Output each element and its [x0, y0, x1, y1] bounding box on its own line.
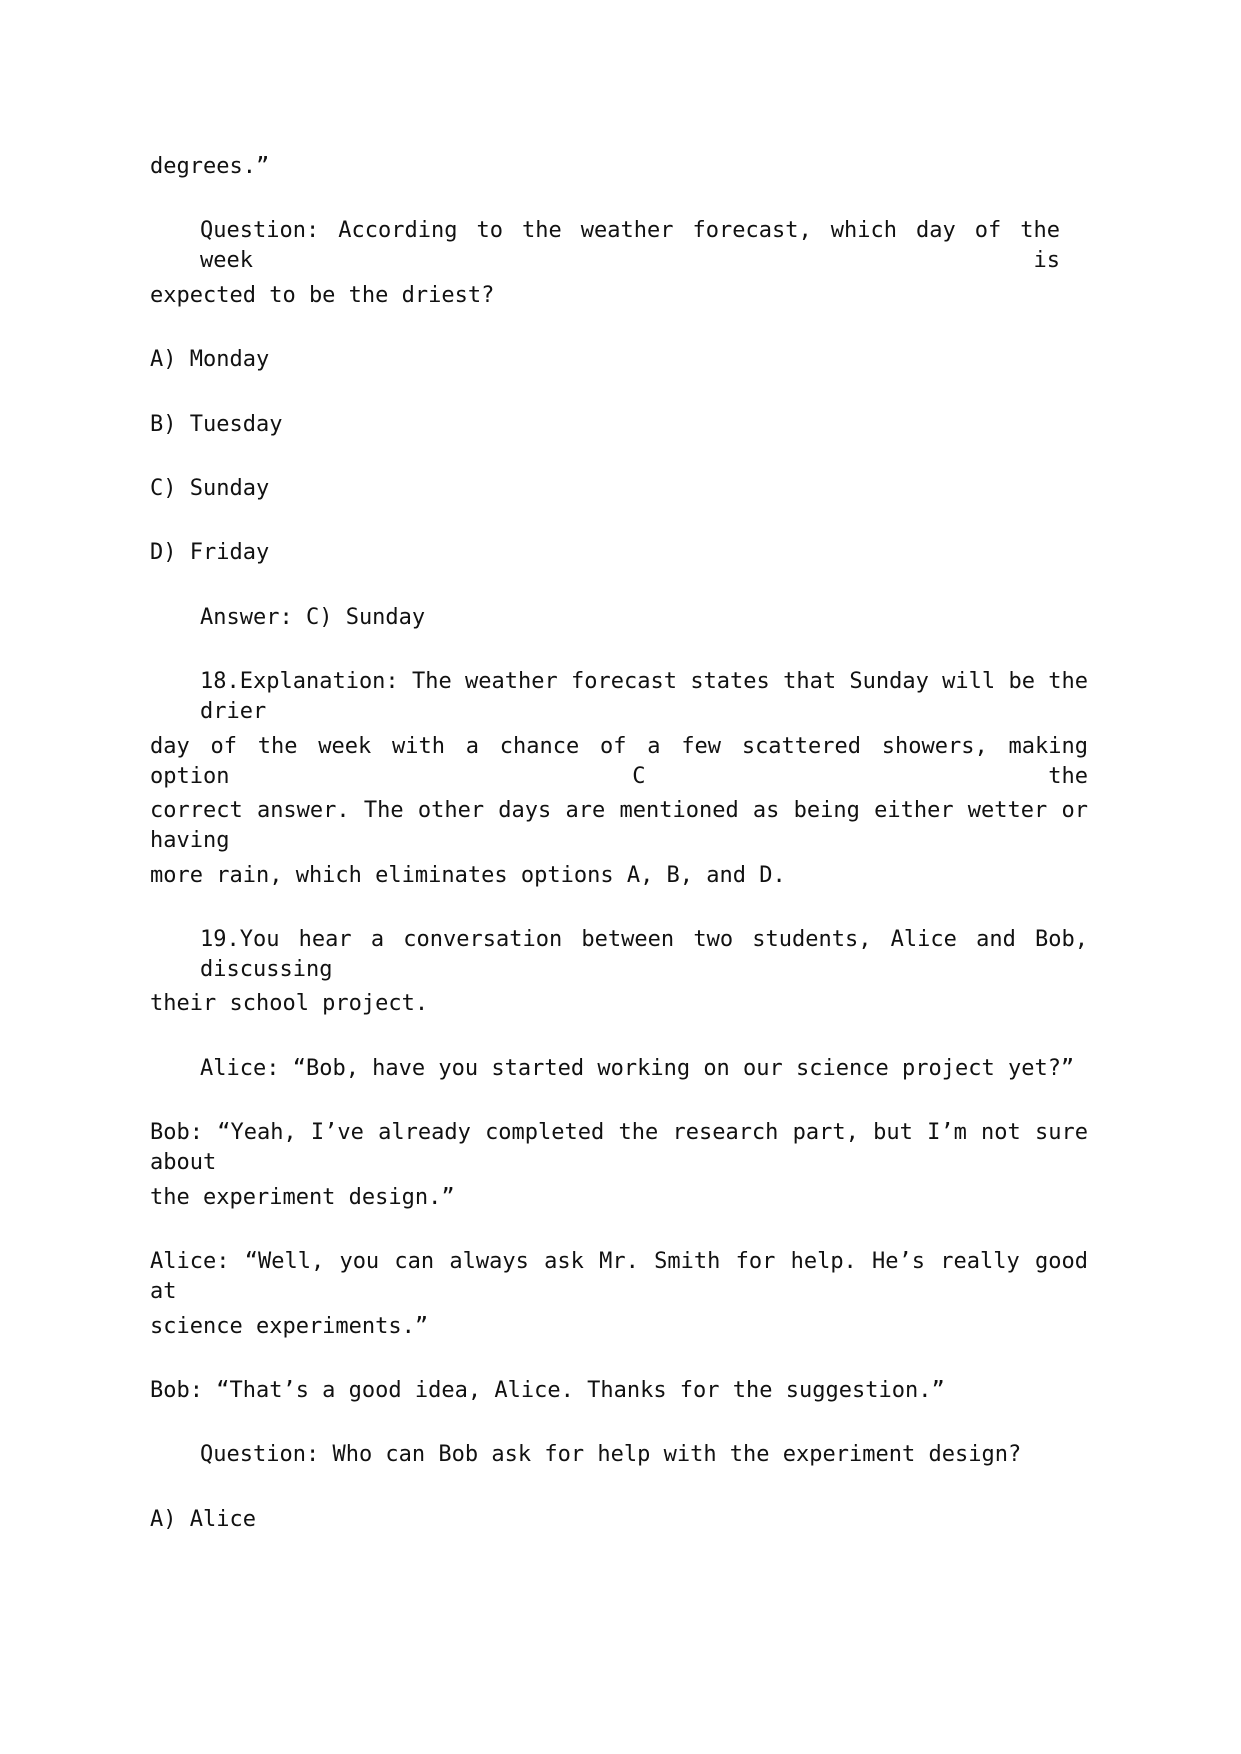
dialogue-bob-2: Bob: “That’s a good idea, Alice. Thanks for the suggestion.” — [150, 1378, 945, 1403]
dialogue-alice-2: Alice: “Well, you can always ask Mr. Smith for help. He’s really good at — [150, 1249, 1088, 1304]
text-line-degrees: degrees.” — [150, 154, 270, 179]
question-19-intro-cont: their school project. — [150, 991, 429, 1016]
option-a: A) Monday — [150, 347, 270, 372]
answer-line: Answer: C) Sunday — [200, 605, 426, 630]
question-19-intro: 19.You hear a conversation between two students, Alice and Bob, discussing — [200, 927, 1088, 982]
dialogue-alice-2-cont: science experiments.” — [150, 1314, 429, 1339]
option-c: C) Sunday — [150, 476, 270, 501]
option-a-alice: A) Alice — [150, 1507, 256, 1532]
dialogue-alice-1: Alice: “Bob, have you started working on our science project yet?” — [200, 1056, 1075, 1081]
explanation-18-text-cont-3: more rain, which eliminates options A, B, and D. — [150, 863, 786, 888]
dialogue-bob-1: Bob: “Yeah, I’ve already completed the research part, but I’m not sure about — [150, 1120, 1088, 1175]
dialogue-bob-1-cont: the experiment design.” — [150, 1185, 455, 1210]
explanation-18-text: 18.Explanation: The weather forecast states that Sunday will be the drier — [200, 669, 1088, 724]
question-17-text-cont: expected to be the driest? — [150, 283, 495, 308]
option-d: D) Friday — [150, 540, 270, 565]
explanation-18-text-cont-1: day of the week with a chance of a few scattered showers, making option C the — [150, 734, 1088, 789]
explanation-18-text-cont-2: correct answer. The other days are mentioned as being either wetter or having — [150, 798, 1088, 853]
option-b: B) Tuesday — [150, 412, 283, 437]
question-19-text: Question: Who can Bob ask for help with the experiment design? — [200, 1442, 1022, 1467]
question-17-text: Question: According to the weather forecast, which day of the week is — [200, 218, 1060, 273]
